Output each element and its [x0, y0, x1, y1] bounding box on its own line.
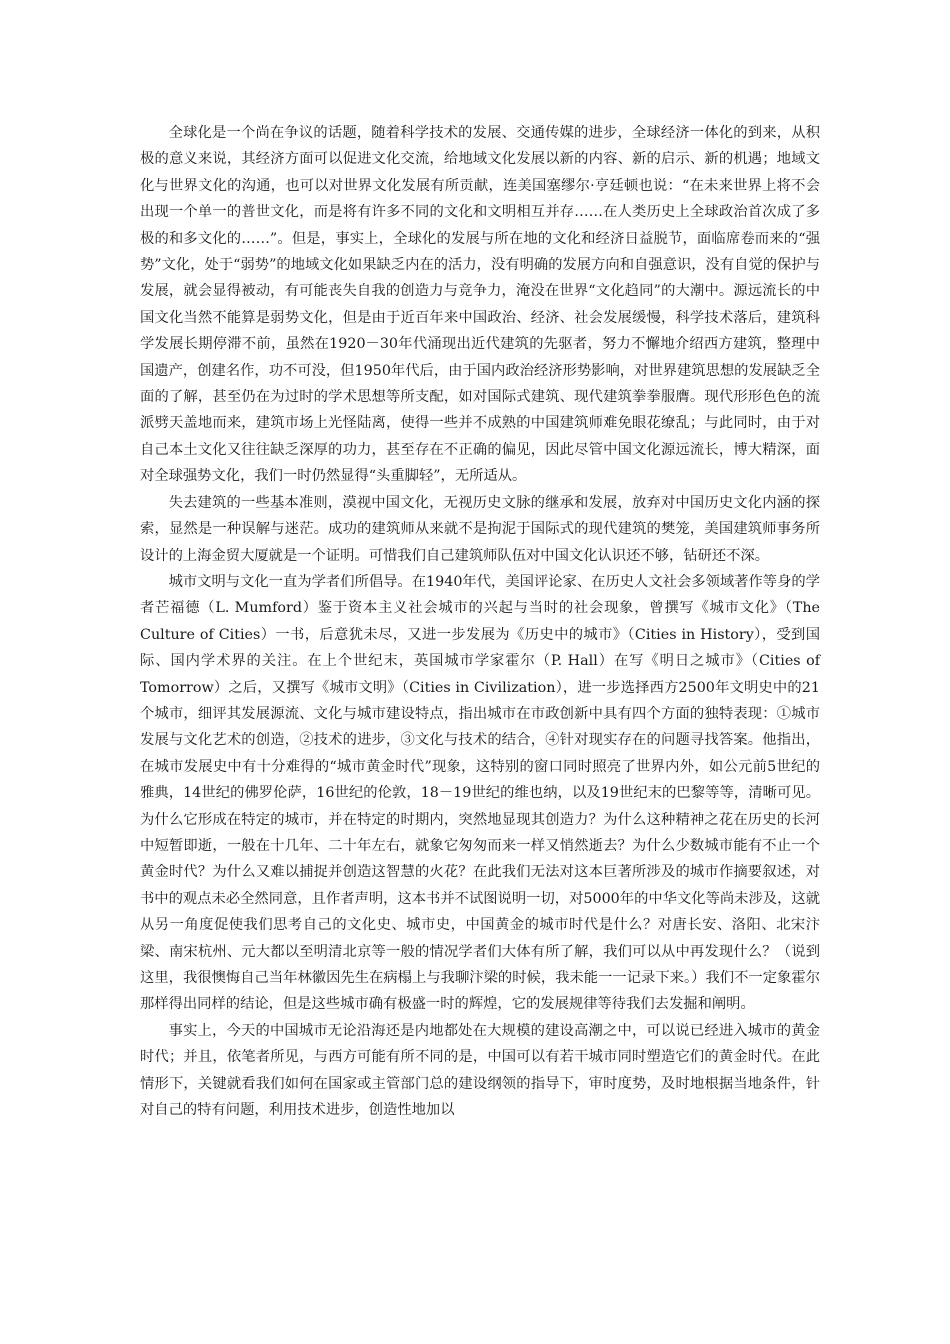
document-page — [140, 120, 820, 1123]
paragraph-urban-civilization: 城市文明与文化一直为学者们所倡导。在1940年代，美国评论家、在历史人文社会多领域著作等身的学者芒福德（L. Mumford）鉴于资本主义社会城市的兴起与当时的社会现象，曾撰写《城市文化》（The Culture of Cities）一书，后意犹未尽，又进一步发展为《历史中的城市》（Cities in History），受到国际、国内学术界的关注。在上个世纪末，英国城市学家霍尔（P. Hall）在写《明日之城市》（Cities of Tomorrow）之后，又撰写《城市文明》（Cities in Civilization），进一步选择西方2500年文明史中的21个城市，细评其发展源流、文化与城市建设特点，指出城市在市政创新中具有四个方面的独特表现：①城市发展与文化艺术的创造，②技术的进步，③文化与技术的结合，④针对现实存在的问题寻找答案。他指出，在城市发展史中有十分难得的“城市黄金时代”现象，这特别的窗口同时照亮了世界内外，如公元前5世纪的雅典，14世纪的佛罗伦萨，16世纪的伦敦，18－19世纪的维也纳，以及19世纪末的巴黎等等，清晰可见。为什么它形成在特定的城市，并在特定的时期内，突然地显现其创造力？为什么这种精神之花在历史的长河中短暂即逝，一般在十几年、二十年左右，就象它匆匆而来一样又悄然逝去？为什么少数城市能有不止一个黄金时代？为什么又难以捕捉并创造这智慧的火花？在此我们无法对这本巨著所涉及的城市作摘要叙述，对书中的观点未必全然同意，且作者声明，这本书并不试图说明一切，对5000年的中华文化等尚未涉及，这就从另一角度促使我们思考自己的文化史、城市史，中国黄金的城市时代是什么？对唐长安、洛阳、北宋汴梁、南宋杭州、元大都以至明清北京等一般的情况学者们大体有所了解，我们可以从中再发现什么？（说到这里，我很懊悔自己当年林徽因先生在病榻上与我聊汴梁的时候，我未能一一记录下来。）我们不一定象霍尔那样得出同样的结论，但是这些城市确有极盛一时的辉煌，它的发展规律等待我们去发掘和阐明。 — [140, 573, 820, 1013]
paragraph-chinese-cities-today: 事实上，今天的中国城市无论沿海还是内地都处在大规模的建设高潮之中，可以说已经进入城市的黄金时代；并且，依笔者所见，与西方可能有所不同的是，中国可以有若干城市同时塑造它们的黄金时代。在此情形下，关键就看我们如何在国家或主管部门总的建设纲领的指导下，审时度势，及时地根据当地条件，针对自己的特有问题，利用技术进步，创造性地加以 — [140, 1022, 820, 1119]
paragraph-globalization: 全球化是一个尚在争议的话题，随着科学技术的发展、交通传媒的进步，全球经济一体化的到来，从积极的意义来说，其经济方面可以促进文化交流，给地域文化发展以新的内容、新的启示、新的机遇；地域文化与世界文化的沟通，也可以对世界文化发展有所贡献，连美国塞缪尔·亨廷顿也说：“在未来世界上将不会出现一个单一的普世文化，而是将有许多不同的文化和文明相互并存……在人类历史上全球政治首次成了多极的和多文化的……”。但是，事实上，全球化的发展与所在地的文化和经济日益脱节，面临席卷而来的“强势”文化，处于“弱势”的地域文化如果缺乏内在的活力，没有明确的发展方向和自强意识，没有自觉的保护与发展，就会显得被动，有可能丧失自我的创造力与竞争力，淹没在世界“文化趋同”的大潮中。源远流长的中国文化当然不能算是弱势文化，但是由于近百年来中国政治、经济、社会发展缓慢，科学技术落后，建筑科学发展长期停滞不前，虽然在1920－30年代涌现出近代建筑的先驱者，努力不懈地介绍西方建筑，整理中国遗产，创建名作，功不可没，但1950年代后，由于国内政治经济形势影响，对世界建筑思想的发展缺乏全面的了解，甚至仍在为过时的学术思想等所支配，如对国际式建筑、现代建筑拳拳服膺。现代形形色色的流派劈天盖地而来，建筑市场上光怪陆离，使得一些并不成熟的中国建筑师难免眼花缭乱；与此同时，由于对自己本土文化又往往缺乏深厚的功力，甚至存在不正确的偏见，因此尽管中国文化源远流长，博大精深，面对全球强势文化，我们一时仍然显得“头重脚轻”，无所适从。 — [140, 125, 820, 485]
paragraph-architecture-principles: 失去建筑的一些基本准则，漠视中国文化，无视历史文脉的继承和发展，放弃对中国历史文化内涵的探索，显然是一种误解与迷茫。成功的建筑师从来就不是拘泥于国际式的现代建筑的樊笼，美国建筑师事务所设计的上海金贸大厦就是一个证明。可惜我们自己建筑师队伍对中国文化认识还不够，钻研还不深。 — [140, 494, 820, 564]
